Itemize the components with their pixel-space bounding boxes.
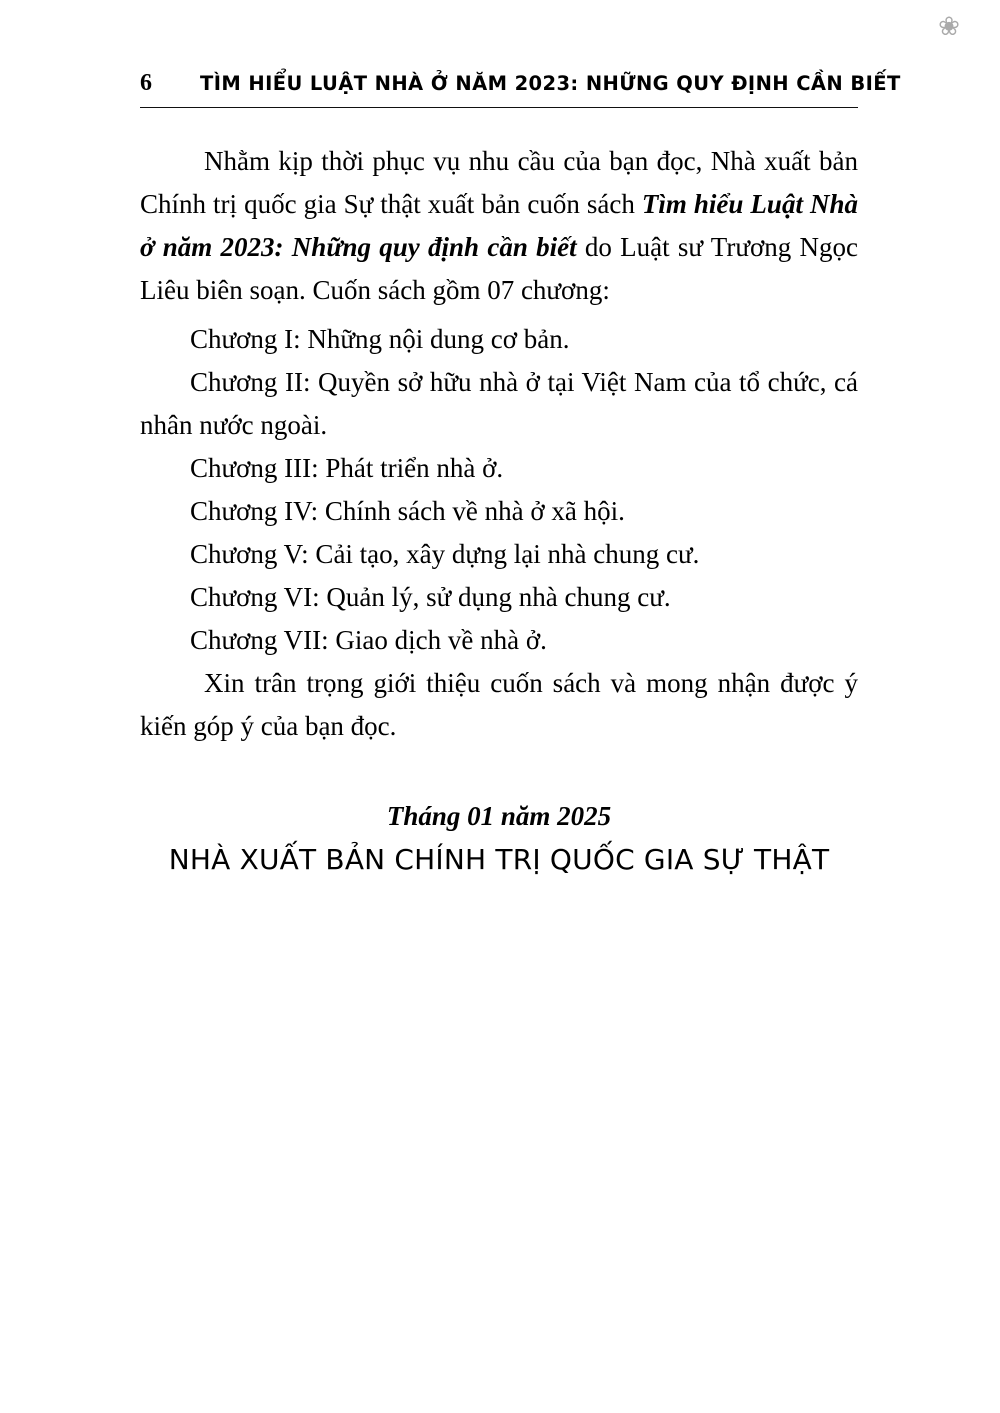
list-item: Chương IV: Chính sách về nhà ở xã hội.	[190, 496, 625, 526]
list-item: Chương II: Quyền sở hữu nhà ở tại Việt Nam của tổ chức, cá nhân nước ngoài.	[140, 367, 858, 440]
list-item: Chương VI: Quản lý, sử dụng nhà chung cư.	[190, 582, 671, 612]
list-item: Chương V: Cải tạo, xây dựng lại nhà chung cư.	[190, 539, 700, 569]
page-content	[140, 140, 858, 882]
asterisk-flower-icon: ❀	[938, 12, 960, 41]
signature-date: Tháng 01 năm 2025	[386, 801, 612, 831]
list-item: Chương III: Phát triển nhà ở.	[190, 453, 504, 483]
list-item: Chương VII: Giao dịch về nhà ở.	[190, 625, 547, 655]
signature-block	[140, 796, 858, 882]
list-item: Chương I: Những nội dung cơ bản.	[190, 324, 570, 354]
book-title: Tìm hiểu Luật Nhà ở năm 2023: Những quy định cần biết	[140, 189, 858, 262]
closing-paragraph: Xin trân trọng giới thiệu cuốn sách và mong nhận được ý kiến góp ý của bạn đọc.	[140, 668, 858, 741]
signature-publisher: NHÀ XUẤT BẢN CHÍNH TRỊ QUỐC GIA SỰ THẬT	[168, 843, 830, 876]
page-number: 6	[140, 70, 152, 96]
running-head: TÌM HIỂU LUẬT NHÀ Ở NĂM 2023: NHỮNG QUY ĐỊNH CẦN BIẾT	[200, 72, 901, 95]
intro-paragraph	[140, 140, 858, 312]
chapter-list	[140, 318, 858, 662]
intro-text-part1: Nhằm kịp thời phục vụ nhu cầu của bạn đọc, Nhà xuất bản Chính trị quốc gia Sự thật xuất bản cuốn sách	[140, 146, 858, 219]
intro-text-part2: do Luật sư Trương Ngọc Liêu biên soạn. Cuốn sách gồm 07 chương:	[140, 232, 858, 305]
page-header	[140, 70, 901, 108]
